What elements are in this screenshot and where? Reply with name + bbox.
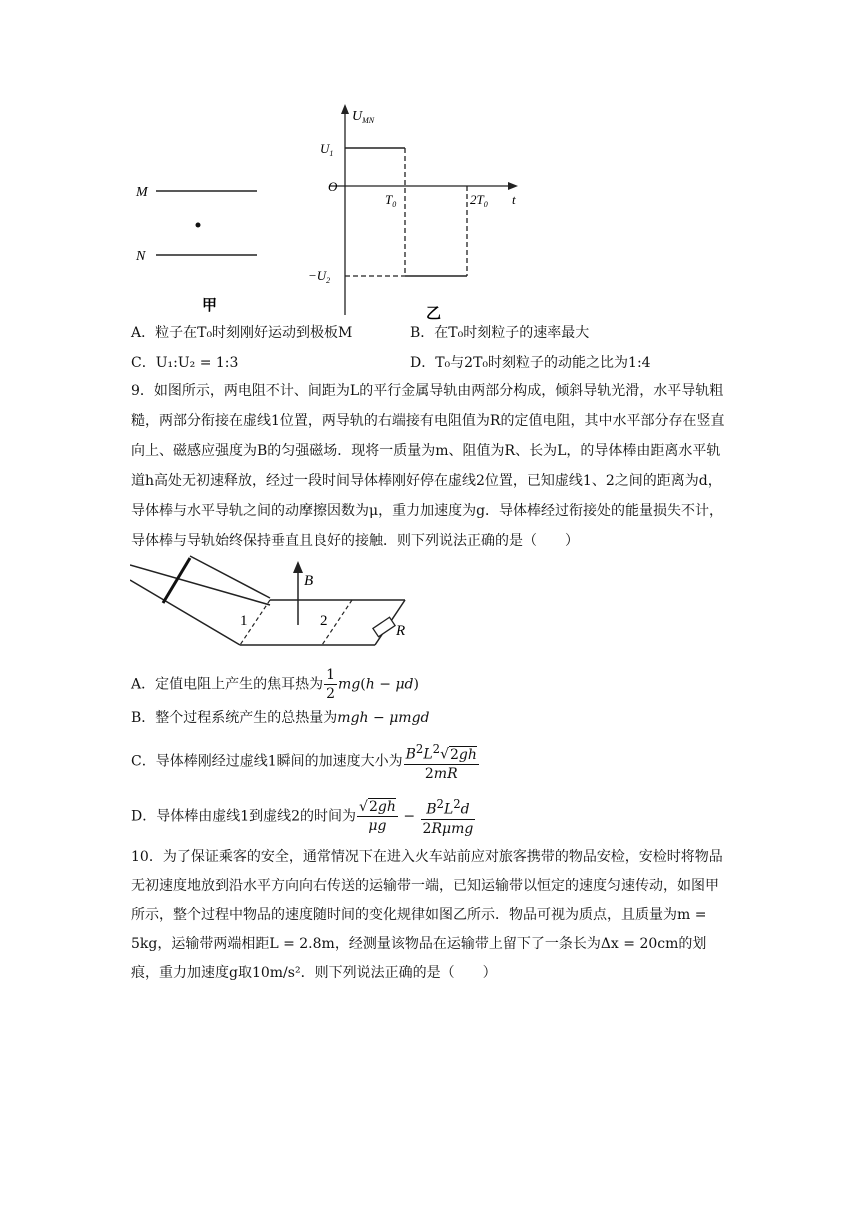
label-2t0: $2T_0$ (470, 192, 488, 209)
label-u2: $-U_2$ (308, 268, 331, 285)
label-b: B (304, 573, 314, 589)
q8-option-b: B．在T₀时刻粒子的速率最大 (410, 325, 590, 341)
q9-option-c: C．导体棒刚经过虚线1瞬间的加速度大小为 $\frac{B^2L^2√2gh}{2mR}$ (131, 742, 477, 782)
q9-option-a: A．定值电阻上产生的焦耳热为 $\frac{1}{2}$ mg(h − μd) (131, 667, 419, 702)
caption-jia: 甲 (202, 298, 218, 314)
q8-option-c: C．U₁:U₂ = 1:3 (131, 355, 239, 371)
label-r: R (396, 623, 406, 639)
label-t: t (512, 192, 516, 207)
figure-rails (130, 555, 420, 665)
label-n: N (136, 249, 146, 264)
caption-yi: 乙 (426, 306, 442, 322)
q9-option-b: B．整个过程系统产生的总热量为mgh − μmgd (131, 710, 430, 726)
figure-voltage-graph (300, 100, 530, 325)
label-u1: $U_1$ (320, 141, 334, 158)
label-line-2: 2 (320, 613, 328, 629)
q9-option-d: D．导体棒由虚线1到虚线2的时间为 $\frac{√2gh}{\mu g}$ − $\frac{B^2L^2d}{\text{2Rμmg}}$ (131, 797, 474, 837)
label-line-1: 1 (240, 613, 248, 629)
q8-option-d: D．T₀与2T₀时刻粒子的动能之比为1:4 (410, 355, 651, 371)
label-t0: $T_0$ (385, 192, 397, 209)
label-m: M (136, 185, 148, 200)
figure-plates (130, 170, 270, 320)
particle (196, 223, 201, 228)
q8-option-a: A．粒子在T₀时刻刚好运动到极板M (131, 325, 353, 341)
label-umn: $U_{MN}$ (352, 109, 375, 125)
q10-stem: 10．为了保证乘客的安全，通常情况下在进入火车站前应对旅客携带的物品安检，安检时将物品无初速度地放到沿水平方向向右传送的运输带一端，已知运输带以恒定的速度匀速传动，如图甲所示，整个过程中物品的速度随时间的变化规律如图乙所示．物品可视为质点，且质量为m = 5kg，运输带两端相距L = 2.8m，经测量该物品在运输带上留下了一条长为Δx = 20cm的划痕，重力加速度g取10m/s²．则下列说法正确的是（ ） (131, 849, 723, 981)
label-origin: O (328, 179, 338, 194)
q9-stem: 9．如图所示，两电阻不计、间距为L的平行金属导轨由两部分构成，倾斜导轨光滑，水平导轨粗糙，两部分衔接在虚线1位置，两导轨的右端接有电阻值为R的定值电阻，其中水平部分存在竖直向上、磁感应强度为B的匀强磁场．现将一质量为m、阻值为R、长为L，的导体棒由距离水平轨道h高处无初速释放，经过一段时间导体棒刚好停在虚线2位置，已知虚线1、2之间的距离为d，导体棒与水平导轨之间的动摩擦因数为μ，重力加速度为g．导体棒经过衔接处的能量损失不计，导体棒与导轨始终保持垂直且良好的接触．则下列说法正确的是（ ） (131, 383, 725, 549)
